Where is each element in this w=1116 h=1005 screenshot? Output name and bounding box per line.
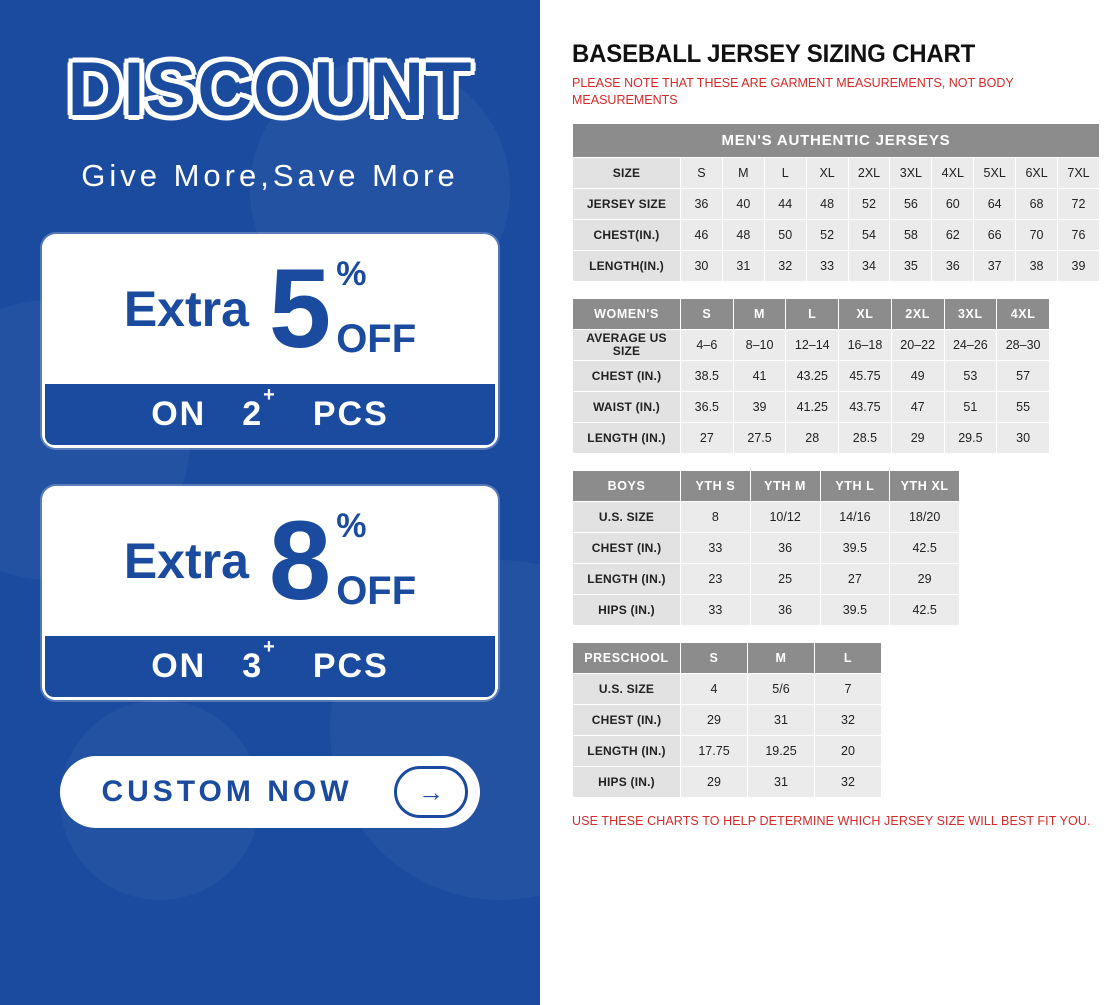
custom-now-label: CUSTOM NOW: [101, 775, 353, 808]
table-cell: 33: [681, 533, 751, 564]
table-cell: 4: [681, 674, 748, 705]
table-cell: 4–6: [681, 329, 734, 360]
sizing-charts-panel: [540, 0, 1116, 1005]
row-label: LENGTH (IN.): [573, 423, 681, 454]
promo-title: DISCOUNT: [67, 47, 473, 132]
table-cell: 34: [848, 250, 890, 281]
table-cell: 45.75: [839, 361, 892, 392]
womens-table-header-label: WOMEN'S: [573, 298, 681, 329]
custom-now-button[interactable]: [60, 756, 480, 828]
table-cell: 29: [890, 564, 960, 595]
table-cell: 31: [722, 250, 764, 281]
table-cell: 60: [932, 188, 974, 219]
boys-sizing-table: [572, 470, 960, 626]
offer-off-label: OFF: [336, 317, 417, 361]
table-cell: 17.75: [681, 736, 748, 767]
preschool-table-header-label: PRESCHOOL: [573, 643, 681, 674]
table-cell: 49: [891, 361, 944, 392]
table-cell: 52: [806, 219, 848, 250]
column-header: YTH XL: [890, 471, 960, 502]
table-row: [573, 643, 882, 674]
table-cell: 29.5: [944, 423, 997, 454]
table-cell: 12–14: [786, 329, 839, 360]
table-row: [573, 533, 960, 564]
table-row: [573, 502, 960, 533]
discount-promo-panel: [0, 0, 540, 1005]
offer-condition: [42, 636, 498, 700]
sizing-chart-title: BASEBALL JERSEY SIZING CHART: [572, 40, 976, 68]
table-cell: 23: [681, 564, 751, 595]
table-cell: 29: [681, 767, 748, 798]
table-cell: 41.25: [786, 392, 839, 423]
column-header: 4XL: [932, 157, 974, 188]
table-cell: 28: [786, 423, 839, 454]
offer-quantity-plus: +: [263, 635, 277, 658]
table-cell: 31: [748, 767, 815, 798]
table-cell: 41: [733, 361, 786, 392]
offer-suffix-group: [332, 509, 416, 613]
table-cell: 42.5: [890, 533, 960, 564]
table-cell: 39.5: [820, 533, 890, 564]
table-cell: 19.25: [748, 736, 815, 767]
table-cell: 39.5: [820, 595, 890, 626]
table-cell: 30: [997, 423, 1050, 454]
table-cell: 27: [820, 564, 890, 595]
table-cell: 8: [681, 502, 751, 533]
column-header: XL: [806, 157, 848, 188]
column-header: L: [786, 298, 839, 329]
table-cell: 52: [848, 188, 890, 219]
table-cell: 20–22: [891, 329, 944, 360]
row-label: CHEST (IN.): [573, 361, 681, 392]
offer-discount-number: 5: [268, 245, 329, 371]
table-row: [573, 219, 1100, 250]
table-row: [573, 705, 882, 736]
table-cell: 31: [748, 705, 815, 736]
table-row: [573, 423, 1050, 454]
table-cell: 55: [997, 392, 1050, 423]
promo-tagline: Give More,Save More: [81, 158, 459, 193]
table-cell: 50: [764, 219, 806, 250]
table-cell: 36: [750, 595, 820, 626]
table-row: [573, 329, 1050, 360]
table-cell: 27.5: [733, 423, 786, 454]
offer-off-label: OFF: [336, 569, 417, 613]
row-label: HIPS (IN.): [573, 767, 681, 798]
table-row: [573, 298, 1050, 329]
column-header: 7XL: [1058, 157, 1100, 188]
table-row: [573, 392, 1050, 423]
table-cell: 51: [944, 392, 997, 423]
table-cell: 72: [1058, 188, 1100, 219]
table-cell: 39: [1058, 250, 1100, 281]
table-cell: 68: [1016, 188, 1058, 219]
offer-pcs-label: PCS: [312, 395, 389, 433]
mens-table-banner: MEN'S AUTHENTIC JERSEYS: [573, 123, 1100, 157]
offer-discount-number: 8: [268, 497, 329, 623]
column-header: 2XL: [848, 157, 890, 188]
table-row: [573, 123, 1100, 157]
offer-card-5-percent[interactable]: [42, 234, 498, 448]
boys-table-header-label: BOYS: [573, 471, 681, 502]
offer-percent-sign: %: [336, 255, 367, 293]
offer-quantity: [242, 635, 277, 686]
column-header: 2XL: [891, 298, 944, 329]
offer-on-label: ON: [151, 395, 207, 433]
table-cell: 37: [974, 250, 1016, 281]
table-cell: 27: [681, 423, 734, 454]
table-cell: 10/12: [750, 502, 820, 533]
table-cell: 39: [733, 392, 786, 423]
row-label: CHEST (IN.): [573, 533, 681, 564]
table-row: [573, 471, 960, 502]
column-header: 3XL: [944, 298, 997, 329]
womens-sizing-table: [572, 298, 1050, 454]
offer-extra-label: Extra: [123, 281, 249, 337]
table-cell: 35: [890, 250, 932, 281]
table-cell: 64: [974, 188, 1016, 219]
table-cell: 33: [681, 595, 751, 626]
preschool-sizing-table: [572, 642, 882, 798]
column-header: M: [733, 298, 786, 329]
table-row: [573, 188, 1100, 219]
table-cell: 38: [1016, 250, 1058, 281]
table-cell: 32: [764, 250, 806, 281]
column-header: S: [681, 643, 748, 674]
table-cell: 44: [764, 188, 806, 219]
sizing-chart-footer: USE THESE CHARTS TO HELP DETERMINE WHICH JERSEY SIZE WILL BEST FIT YOU.: [572, 814, 1091, 829]
row-label: U.S. SIZE: [573, 502, 681, 533]
table-cell: 58: [890, 219, 932, 250]
row-label: LENGTH(IN.): [573, 250, 681, 281]
table-cell: 56: [890, 188, 932, 219]
table-cell: 38.5: [681, 361, 734, 392]
table-cell: 36: [750, 533, 820, 564]
column-header: XL: [839, 298, 892, 329]
table-cell: 54: [848, 219, 890, 250]
table-cell: 36: [932, 250, 974, 281]
row-label: CHEST (IN.): [573, 705, 681, 736]
table-cell: 5/6: [748, 674, 815, 705]
table-cell: 7: [815, 674, 882, 705]
table-cell: 47: [891, 392, 944, 423]
table-cell: 43.25: [786, 361, 839, 392]
offer-on-label: ON: [151, 647, 207, 685]
column-header: 5XL: [974, 157, 1016, 188]
row-label: LENGTH (IN.): [573, 564, 681, 595]
table-cell: 76: [1058, 219, 1100, 250]
row-label: CHEST(IN.): [573, 219, 681, 250]
row-label: HIPS (IN.): [573, 595, 681, 626]
row-label: U.S. SIZE: [573, 674, 681, 705]
table-cell: 40: [722, 188, 764, 219]
offer-pcs-label: PCS: [312, 647, 389, 685]
table-cell: 48: [806, 188, 848, 219]
mens-sizing-table: [572, 123, 1100, 282]
table-cell: 30: [681, 250, 723, 281]
table-cell: 42.5: [890, 595, 960, 626]
arrow-right-icon: →: [394, 766, 468, 818]
table-row: [573, 736, 882, 767]
table-cell: 16–18: [839, 329, 892, 360]
table-cell: 28–30: [997, 329, 1050, 360]
table-cell: 48: [722, 219, 764, 250]
table-cell: 57: [997, 361, 1050, 392]
table-row: [573, 564, 960, 595]
offer-headline: [42, 234, 498, 384]
table-row: [573, 250, 1100, 281]
offer-condition: [42, 384, 498, 448]
row-label: LENGTH (IN.): [573, 736, 681, 767]
row-label: AVERAGE US SIZE: [573, 329, 681, 360]
table-cell: 14/16: [820, 502, 890, 533]
table-cell: 32: [815, 767, 882, 798]
table-cell: 66: [974, 219, 1016, 250]
offer-headline: [42, 486, 498, 636]
table-cell: 20: [815, 736, 882, 767]
table-cell: 46: [681, 219, 723, 250]
table-cell: 62: [932, 219, 974, 250]
offer-quantity-value: 2: [242, 395, 264, 433]
offer-card-8-percent[interactable]: [42, 486, 498, 700]
table-cell: 36: [681, 188, 723, 219]
column-header: 4XL: [997, 298, 1050, 329]
offer-quantity: [242, 383, 277, 434]
table-row: [573, 674, 882, 705]
row-label: WAIST (IN.): [573, 392, 681, 423]
row-label: JERSEY SIZE: [573, 188, 681, 219]
table-cell: 43.75: [839, 392, 892, 423]
table-cell: 18/20: [890, 502, 960, 533]
offer-quantity-plus: +: [263, 383, 277, 406]
column-header: S: [681, 157, 723, 188]
column-header: YTH S: [681, 471, 751, 502]
table-cell: 33: [806, 250, 848, 281]
table-cell: 25: [750, 564, 820, 595]
table-cell: 29: [891, 423, 944, 454]
sizing-chart-note: PLEASE NOTE THAT THESE ARE GARMENT MEASUREMENTS, NOT BODY MEASUREMENTS: [572, 76, 1014, 107]
table-cell: 70: [1016, 219, 1058, 250]
column-header: L: [815, 643, 882, 674]
column-header: YTH L: [820, 471, 890, 502]
table-cell: 29: [681, 705, 748, 736]
table-row: [573, 767, 882, 798]
offer-extra-label: Extra: [123, 533, 249, 589]
column-header: S: [681, 298, 734, 329]
table-cell: 8–10: [733, 329, 786, 360]
column-header: M: [722, 157, 764, 188]
column-header: M: [748, 643, 815, 674]
table-cell: 53: [944, 361, 997, 392]
table-cell: 28.5: [839, 423, 892, 454]
table-row: [573, 361, 1050, 392]
column-header: YTH M: [750, 471, 820, 502]
offer-suffix-group: [332, 257, 416, 361]
offer-percent-sign: %: [336, 507, 367, 545]
table-cell: 24–26: [944, 329, 997, 360]
table-cell: 36.5: [681, 392, 734, 423]
table-row: [573, 157, 1100, 188]
offer-quantity-value: 3: [242, 647, 264, 685]
column-header-label: SIZE: [573, 157, 681, 188]
table-cell: 32: [815, 705, 882, 736]
table-row: [573, 595, 960, 626]
column-header: L: [764, 157, 806, 188]
column-header: 6XL: [1016, 157, 1058, 188]
column-header: 3XL: [890, 157, 932, 188]
